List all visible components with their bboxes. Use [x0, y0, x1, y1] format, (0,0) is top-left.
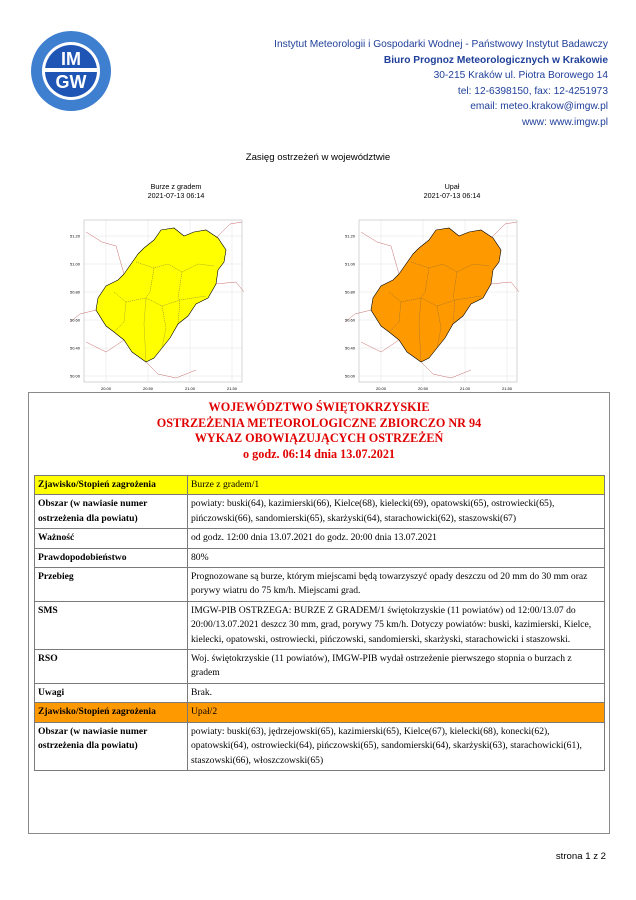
warnings-table	[34, 475, 605, 771]
row-value: powiaty: buski(64), kazimierski(66), Kielce(68), kielecki(69), opatowski(65), ostrowiecki(65), pińczowski(66), sandomierski(65), skarżyski(64), starachowicki(62), staszowski(67)	[188, 495, 605, 529]
map-y-tick: 51.00	[69, 261, 80, 267]
row-label: Zjawisko/Stopień zagrożenia	[35, 476, 188, 495]
left-map-name: Burze z gradem	[150, 182, 202, 191]
page-number: strona 1 z 2	[555, 851, 606, 862]
logo-text-top: IM	[61, 49, 81, 69]
list-title: WYKAZ OBOWIĄZUJĄCYCH OSTRZEŻEŃ	[194, 431, 444, 446]
maps-title: Zasięg ostrzeżeń w województwie	[245, 152, 391, 163]
map-y-tick: 50.40	[344, 345, 355, 351]
right-voivodeship-region	[371, 228, 501, 362]
right-map-caption	[362, 182, 542, 200]
warning-content	[28, 392, 610, 834]
table-row	[35, 601, 605, 649]
row-label: SMS	[35, 601, 188, 649]
map-y-tick: 50.80	[344, 289, 355, 295]
map-y-tick: 50.00	[344, 373, 355, 379]
row-label: Przebieg	[35, 568, 188, 602]
table-row	[35, 476, 605, 495]
map-x-tick: 20.50	[417, 386, 429, 391]
website: www: www.imgw.pl	[521, 116, 608, 128]
right-map-name: Upał	[444, 182, 460, 191]
map-x-tick: 20.50	[142, 386, 154, 391]
left-map-caption	[86, 182, 266, 200]
institute-name: Instytut Meteorologii i Gospodarki Wodnej - Państwowy Instytut Badawczy	[274, 39, 608, 50]
right-warning-map	[341, 202, 521, 398]
table-row	[35, 548, 605, 567]
map-y-tick: 50.60	[69, 317, 80, 323]
issue-time: o godz. 06:14 dnia 13.07.2021	[242, 446, 396, 461]
map-x-tick: 21.50	[501, 386, 513, 391]
row-label: Ważność	[35, 529, 188, 548]
row-label: Prawdopodobieństwo	[35, 548, 188, 567]
row-label: Zjawisko/Stopień zagrożenia	[35, 703, 188, 722]
map-y-tick: 50.80	[69, 289, 80, 295]
row-value: powiaty: buski(63), jędrzejowski(65), kazimierski(65), Kielce(67), kielecki(68), konecki(62), opatowski(64), ostrowiecki(64), pińczowski(65), sandomierski(64), skarżyski(63), starachowicki(61), staszowski(66), włoszczowski(65)	[188, 722, 605, 770]
table-row	[35, 568, 605, 602]
table-row	[35, 683, 605, 702]
map-x-tick: 21.50	[226, 386, 238, 391]
email: email: meteo.krakow@imgw.pl	[470, 101, 608, 113]
table-row	[35, 722, 605, 770]
row-value: Prognozowane są burze, którym miejscami będą towarzyszyć opady deszczu od 20 mm do 30 mm oraz porywy wiatru do 75 km/h. Miejscami grad.	[188, 568, 605, 602]
left-voivodeship-region	[96, 228, 226, 362]
row-value: 80%	[188, 548, 605, 567]
row-label: RSO	[35, 650, 188, 684]
warning-title	[29, 393, 609, 473]
row-value: Burze z gradem/1	[188, 476, 605, 495]
table-row	[35, 495, 605, 529]
map-y-tick: 50.40	[69, 345, 80, 351]
row-label: Obszar (w nawiasie numer ostrzeżenia dla powiatu)	[35, 495, 188, 529]
right-map-date: 2021-07-13 06:14	[423, 191, 481, 200]
map-x-tick: 21.00	[184, 386, 196, 391]
bulletin-title: OSTRZEŻENIA METEOROLOGICZNE ZBIORCZO NR 94	[156, 415, 482, 430]
logo-text-bottom: GW	[55, 72, 87, 92]
row-value: od godz. 12:00 dnia 13.07.2021 do godz. 20:00 dnia 13.07.2021	[188, 529, 605, 548]
map-y-tick: 51.20	[344, 233, 355, 239]
map-y-tick: 51.20	[69, 233, 80, 239]
row-label: Obszar (w nawiasie numer ostrzeżenia dla powiatu)	[35, 722, 188, 770]
row-value: Upał/2	[188, 703, 605, 722]
map-y-tick: 50.60	[344, 317, 355, 323]
left-map-date: 2021-07-13 06:14	[147, 191, 205, 200]
table-row	[35, 650, 605, 684]
imgw-logo	[30, 30, 112, 112]
row-label: Uwagi	[35, 683, 188, 702]
map-y-tick: 51.00	[344, 261, 355, 267]
row-value: Brak.	[188, 683, 605, 702]
voivodeship-title: WOJEWÓDZTWO ŚWIĘTOKRZYSKIE	[208, 400, 430, 414]
address: 30-215 Kraków ul. Piotra Borowego 14	[433, 70, 608, 82]
left-warning-map	[66, 202, 246, 398]
row-value: Woj. świętokrzyskie (11 powiatów), IMGW-PIB wydał ostrzeżenie pierwszego stopnia o burzach z gradem	[188, 650, 605, 684]
map-x-tick: 21.00	[459, 386, 471, 391]
institute-header	[274, 37, 608, 131]
row-value: IMGW-PIB OSTRZEGA: BURZE Z GRADEM/1 świętokrzyskie (11 powiatów) od 12:00/13.07 do 20:00/13.07.2021 deszcz 30 mm, grad, porywy 75 km/h. Dotyczy powiatów: buski, kazimierski, Kielce, kielecki, opatowski, ostrowiecki, pińczowski, sandomierski, skarżyski, starachowicki i staszowski.	[188, 601, 605, 649]
bureau-name: Biuro Prognoz Meteorologicznych w Krakowie	[383, 54, 608, 66]
map-x-tick: 20.00	[375, 386, 387, 391]
phone-fax: tel: 12-6398150, fax: 12-4251973	[457, 85, 608, 97]
map-x-tick: 20.00	[100, 386, 112, 391]
map-y-tick: 50.00	[69, 373, 80, 379]
table-row	[35, 529, 605, 548]
table-row	[35, 703, 605, 722]
